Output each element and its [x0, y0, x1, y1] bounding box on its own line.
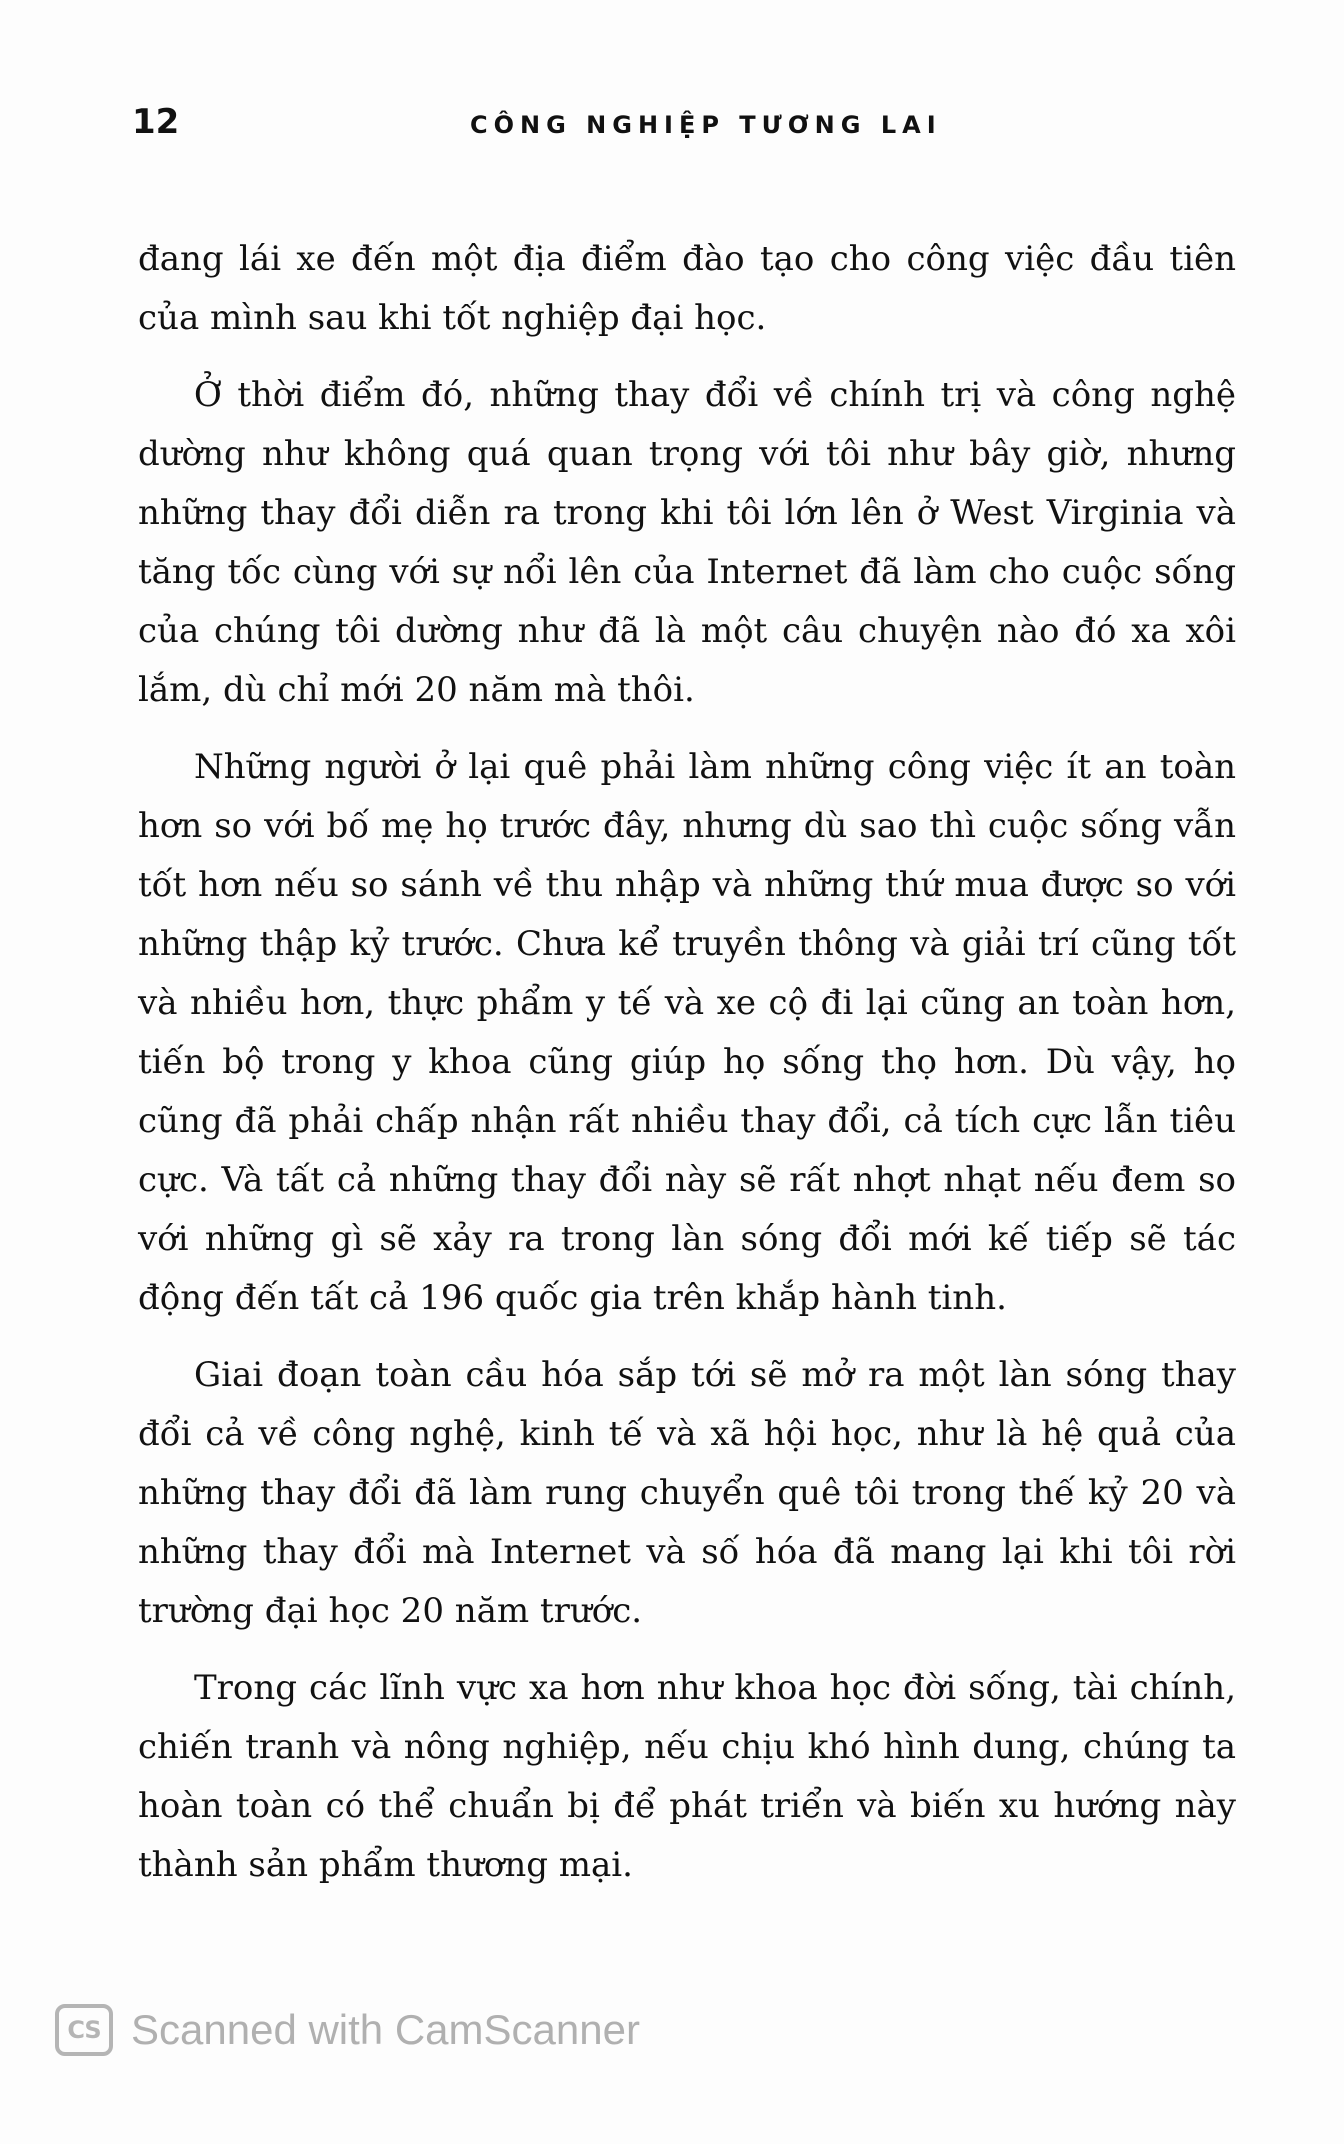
paragraph: Giai đoạn toàn cầu hóa sắp tới sẽ mở ra một làn sóng thay đổi cả về công nghệ, kinh tế và xã hội học, như là hệ quả của những thay đổi đã làm rung chuyển quê tôi trong thế kỷ 20 và những thay đổi mà Internet và số hóa đã mang lại khi tôi rời trường đại học 20 năm trước.	[138, 1355, 1236, 1631]
running-title: CÔNG NGHIỆP TƯƠNG LAI	[470, 111, 942, 139]
camscanner-watermark	[55, 2000, 640, 2060]
paragraph: đang lái xe đến một địa điểm đào tạo cho công việc đầu tiên của mình sau khi tốt nghiệp đại học.	[138, 239, 1236, 338]
watermark-text: Scanned with CamScanner	[131, 2006, 640, 2053]
running-head	[132, 102, 1232, 152]
camscanner-logo-icon: CS	[55, 2004, 113, 2056]
paragraph: Ở thời điểm đó, những thay đổi về chính trị và công nghệ dường như không quá quan trọng với tôi như bây giờ, nhưng những thay đổi diễn ra trong khi tôi lớn lên ở West Virginia và tăng tốc cùng với sự nổi lên của Internet đã làm cho cuộc sống của chúng tôi dường như đã là một câu chuyện nào đó xa xôi lắm, dù chỉ mới 20 năm mà thôi.	[138, 375, 1236, 710]
paragraph: Những người ở lại quê phải làm những công việc ít an toàn hơn so với bố mẹ họ trước đây, nhưng dù sao thì cuộc sống vẫn tốt hơn nếu so sánh về thu nhập và những thứ mua được so với những thập kỷ trước. Chưa kể truyền thông và giải trí cũng tốt và nhiều hơn, thực phẩm y tế và xe cộ đi lại cũng an toàn hơn, tiến bộ trong y khoa cũng giúp họ sống thọ hơn. Dù vậy, họ cũng đã phải chấp nhận rất nhiều thay đổi, cả tích cực lẫn tiêu cực. Và tất cả những thay đổi này sẽ rất nhợt nhạt nếu đem so với những gì sẽ xảy ra trong làn sóng đổi mới kế tiếp sẽ tác động đến tất cả 196 quốc gia trên khắp hành tinh.	[138, 747, 1236, 1318]
page-number: 12	[132, 102, 180, 142]
paragraph: Trong các lĩnh vực xa hơn như khoa học đời sống, tài chính, chiến tranh và nông nghiệp, nếu chịu khó hình dung, chúng ta hoàn toàn có thể chuẩn bị để phát triển và biến xu hướng này thành sản phẩm thương mại.	[138, 1668, 1236, 1885]
body-text	[138, 230, 1236, 1913]
